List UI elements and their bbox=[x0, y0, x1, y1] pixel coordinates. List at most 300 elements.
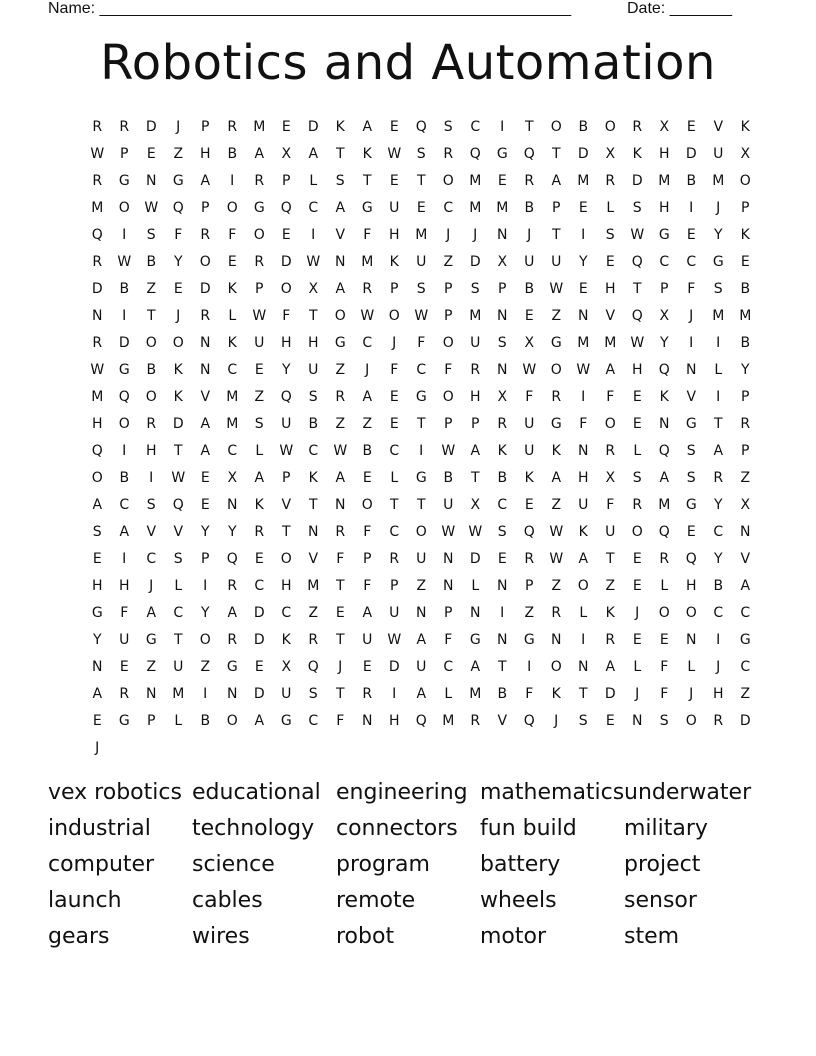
grid-letter: F bbox=[390, 361, 399, 378]
grid-letter: C bbox=[416, 361, 427, 378]
grid-letter: W bbox=[441, 523, 456, 540]
grid-letter: J bbox=[365, 361, 370, 378]
grid-letter: U bbox=[416, 253, 427, 270]
grid-letter: R bbox=[254, 172, 265, 189]
grid-letter: F bbox=[606, 388, 615, 405]
grid-letter: E bbox=[632, 631, 643, 648]
grid-letter: M bbox=[658, 172, 671, 189]
grid-letter: A bbox=[659, 469, 670, 486]
grid-letter: A bbox=[119, 523, 130, 540]
grid-letter: P bbox=[282, 469, 291, 486]
word-bank-item: remote bbox=[336, 888, 416, 913]
grid-letter: M bbox=[91, 199, 104, 216]
grid-letter: M bbox=[604, 334, 617, 351]
grid-letter: Q bbox=[415, 712, 428, 729]
grid-letter: O bbox=[442, 334, 455, 351]
grid-letter: M bbox=[739, 307, 752, 324]
grid-letter: P bbox=[363, 550, 372, 567]
grid-letter: I bbox=[149, 469, 154, 486]
grid-letter: M bbox=[415, 226, 428, 243]
grid-letter: W bbox=[468, 523, 483, 540]
word-bank-item: sensor bbox=[624, 888, 697, 913]
grid-letter: L bbox=[633, 658, 642, 675]
grid-letter: N bbox=[497, 307, 508, 324]
grid-letter: F bbox=[228, 226, 237, 243]
grid-letter: O bbox=[658, 604, 671, 621]
grid-letter: B bbox=[740, 334, 751, 351]
grid-letter: C bbox=[713, 604, 724, 621]
grid-letter: P bbox=[120, 145, 129, 162]
grid-letter: E bbox=[416, 199, 427, 216]
word-bank-item: wires bbox=[192, 924, 250, 949]
grid-letter: L bbox=[606, 199, 615, 216]
page-title: Robotics and Automation bbox=[100, 35, 716, 91]
grid-letter: R bbox=[335, 523, 346, 540]
grid-letter: P bbox=[390, 577, 399, 594]
grid-letter: A bbox=[254, 145, 265, 162]
grid-letter: M bbox=[442, 712, 455, 729]
grid-letter: P bbox=[660, 280, 669, 297]
grid-letter: X bbox=[281, 658, 292, 675]
grid-letter: J bbox=[635, 604, 640, 621]
grid-letter: I bbox=[419, 442, 424, 459]
grid-letter: Q bbox=[523, 523, 536, 540]
grid-letter: N bbox=[335, 496, 346, 513]
grid-letter: Z bbox=[254, 388, 265, 405]
grid-letter: A bbox=[551, 172, 562, 189]
grid-letter: S bbox=[254, 415, 265, 432]
grid-letter: J bbox=[716, 199, 721, 216]
grid-letter: B bbox=[146, 253, 157, 270]
grid-letter: C bbox=[389, 442, 400, 459]
grid-letter: T bbox=[281, 523, 292, 540]
grid-letter: R bbox=[335, 388, 346, 405]
grid-letter: Q bbox=[415, 118, 428, 135]
grid-letter: K bbox=[173, 388, 184, 405]
grid-letter: R bbox=[551, 388, 562, 405]
grid-letter: M bbox=[577, 172, 590, 189]
grid-letter: T bbox=[362, 172, 373, 189]
grid-letter: O bbox=[685, 712, 698, 729]
grid-letter: H bbox=[658, 199, 671, 216]
grid-letter: N bbox=[470, 604, 481, 621]
grid-letter: H bbox=[91, 415, 104, 432]
grid-letter: K bbox=[632, 145, 643, 162]
grid-letter: R bbox=[524, 172, 535, 189]
word-bank-item: vex robotics bbox=[48, 780, 182, 805]
grid-letter: T bbox=[578, 685, 589, 702]
grid-letter: K bbox=[740, 118, 751, 135]
grid-letter: X bbox=[740, 145, 751, 162]
grid-letter: W bbox=[387, 145, 402, 162]
grid-letter: W bbox=[549, 550, 564, 567]
grid-letter: A bbox=[227, 604, 238, 621]
grid-letter: S bbox=[335, 172, 346, 189]
grid-letter: E bbox=[632, 577, 643, 594]
grid-letter: B bbox=[308, 415, 319, 432]
grid-letter: F bbox=[660, 685, 669, 702]
grid-letter: E bbox=[605, 253, 616, 270]
grid-letter: T bbox=[173, 631, 184, 648]
grid-letter: Z bbox=[551, 496, 562, 513]
grid-letter: G bbox=[118, 172, 131, 189]
grid-letter: A bbox=[146, 604, 157, 621]
grid-letter: E bbox=[686, 226, 697, 243]
grid-letter: I bbox=[689, 199, 694, 216]
grid-letter: G bbox=[118, 361, 131, 378]
grid-letter: A bbox=[308, 145, 319, 162]
grid-letter: S bbox=[605, 226, 616, 243]
grid-letter: U bbox=[389, 199, 400, 216]
grid-letter: S bbox=[92, 523, 103, 540]
grid-letter: A bbox=[335, 280, 346, 297]
grid-letter: J bbox=[95, 739, 100, 756]
grid-letter: T bbox=[551, 226, 562, 243]
grid-letter: G bbox=[145, 631, 158, 648]
grid-letter: Z bbox=[524, 604, 535, 621]
grid-letter: Z bbox=[443, 253, 454, 270]
grid-letter: N bbox=[497, 631, 508, 648]
grid-letter: Y bbox=[659, 334, 670, 351]
word-bank bbox=[48, 780, 768, 960]
grid-letter: E bbox=[632, 550, 643, 567]
grid-letter: A bbox=[416, 631, 427, 648]
grid-letter: T bbox=[524, 118, 535, 135]
word-bank-item: gears bbox=[48, 924, 110, 949]
grid-letter: R bbox=[524, 550, 535, 567]
grid-letter: L bbox=[660, 577, 669, 594]
grid-letter: T bbox=[551, 145, 562, 162]
grid-letter: F bbox=[687, 280, 696, 297]
grid-letter: B bbox=[524, 280, 535, 297]
grid-letter: P bbox=[282, 172, 291, 189]
grid-letter: F bbox=[525, 685, 534, 702]
word-search-grid bbox=[84, 113, 759, 761]
grid-letter: S bbox=[632, 199, 643, 216]
grid-letter: A bbox=[200, 442, 211, 459]
grid-letter: C bbox=[443, 199, 454, 216]
grid-letter: M bbox=[91, 388, 104, 405]
grid-letter: Y bbox=[740, 361, 751, 378]
grid-letter: W bbox=[630, 334, 645, 351]
grid-letter: R bbox=[254, 523, 265, 540]
grid-letter: N bbox=[578, 442, 589, 459]
grid-letter: H bbox=[631, 361, 644, 378]
grid-letter: Z bbox=[200, 658, 211, 675]
grid-letter: N bbox=[227, 496, 238, 513]
grid-letter: J bbox=[473, 226, 478, 243]
grid-letter: H bbox=[91, 577, 104, 594]
grid-letter: J bbox=[716, 658, 721, 675]
grid-letter: N bbox=[686, 631, 697, 648]
word-bank-item: science bbox=[192, 852, 275, 877]
grid-letter: F bbox=[282, 307, 291, 324]
word-bank-item: military bbox=[624, 816, 708, 841]
grid-letter: O bbox=[118, 199, 131, 216]
grid-letter: H bbox=[577, 469, 590, 486]
grid-letter: K bbox=[362, 145, 373, 162]
grid-letter: I bbox=[716, 631, 721, 648]
grid-letter: P bbox=[525, 577, 534, 594]
grid-letter: O bbox=[415, 523, 428, 540]
grid-letter: Y bbox=[92, 631, 103, 648]
grid-letter: E bbox=[389, 415, 400, 432]
grid-letter: G bbox=[415, 388, 428, 405]
grid-letter: E bbox=[92, 712, 103, 729]
grid-letter: L bbox=[255, 442, 264, 459]
grid-letter: E bbox=[254, 361, 265, 378]
word-bank-item: educational bbox=[192, 780, 321, 805]
grid-letter: O bbox=[550, 118, 563, 135]
grid-letter: E bbox=[200, 496, 211, 513]
word-bank-item: fun build bbox=[480, 816, 577, 841]
grid-letter: W bbox=[387, 631, 402, 648]
grid-letter: V bbox=[308, 550, 319, 567]
grid-letter: F bbox=[120, 604, 129, 621]
grid-letter: R bbox=[632, 496, 643, 513]
grid-letter: C bbox=[227, 361, 238, 378]
grid-letter: Z bbox=[335, 361, 346, 378]
grid-letter: C bbox=[308, 712, 319, 729]
grid-letter: F bbox=[579, 415, 588, 432]
grid-letter: H bbox=[307, 334, 320, 351]
grid-letter: M bbox=[469, 199, 482, 216]
grid-letter: T bbox=[632, 280, 643, 297]
grid-letter: X bbox=[605, 145, 616, 162]
grid-letter: W bbox=[549, 523, 564, 540]
grid-letter: B bbox=[524, 199, 535, 216]
grid-letter: N bbox=[686, 361, 697, 378]
grid-letter: T bbox=[497, 658, 508, 675]
grid-letter: Q bbox=[91, 226, 104, 243]
grid-letter: V bbox=[497, 712, 508, 729]
grid-letter: W bbox=[144, 199, 159, 216]
grid-letter: X bbox=[497, 253, 508, 270]
grid-letter: O bbox=[226, 712, 239, 729]
grid-letter: G bbox=[91, 604, 104, 621]
grid-letter: Y bbox=[713, 550, 724, 567]
grid-letter: S bbox=[146, 496, 157, 513]
grid-letter: I bbox=[689, 334, 694, 351]
grid-letter: A bbox=[740, 577, 751, 594]
grid-letter: O bbox=[739, 172, 752, 189]
grid-letter: U bbox=[362, 631, 373, 648]
grid-letter: N bbox=[659, 415, 670, 432]
grid-letter: N bbox=[146, 685, 157, 702]
grid-letter: B bbox=[362, 442, 373, 459]
grid-letter: D bbox=[307, 118, 320, 135]
grid-letter: N bbox=[497, 226, 508, 243]
grid-letter: P bbox=[444, 307, 453, 324]
grid-letter: E bbox=[524, 307, 535, 324]
grid-letter: R bbox=[362, 685, 373, 702]
grid-letter: D bbox=[199, 280, 212, 297]
grid-letter: V bbox=[173, 523, 184, 540]
grid-letter: X bbox=[470, 496, 481, 513]
grid-letter: E bbox=[578, 199, 589, 216]
grid-letter: S bbox=[416, 145, 427, 162]
grid-letter: O bbox=[442, 172, 455, 189]
grid-letter: R bbox=[227, 118, 238, 135]
grid-letter: B bbox=[119, 280, 130, 297]
grid-letter: E bbox=[578, 280, 589, 297]
grid-letter: M bbox=[361, 253, 374, 270]
grid-letter: R bbox=[92, 118, 103, 135]
grid-letter: L bbox=[633, 442, 642, 459]
grid-letter: O bbox=[550, 658, 563, 675]
grid-letter: C bbox=[119, 496, 130, 513]
grid-letter: H bbox=[388, 226, 401, 243]
grid-letter: Y bbox=[173, 253, 184, 270]
grid-letter: U bbox=[119, 631, 130, 648]
grid-letter: E bbox=[524, 496, 535, 513]
grid-letter: Q bbox=[172, 199, 185, 216]
grid-letter: E bbox=[389, 118, 400, 135]
grid-letter: U bbox=[308, 361, 319, 378]
grid-letter: P bbox=[201, 550, 210, 567]
grid-letter: E bbox=[686, 118, 697, 135]
grid-letter: R bbox=[254, 253, 265, 270]
grid-letter: R bbox=[92, 172, 103, 189]
grid-letter: O bbox=[199, 253, 212, 270]
grid-letter: Q bbox=[91, 442, 104, 459]
grid-letter: Z bbox=[416, 577, 427, 594]
grid-letter: N bbox=[335, 253, 346, 270]
grid-letter: H bbox=[388, 712, 401, 729]
grid-letter: I bbox=[716, 388, 721, 405]
grid-letter: W bbox=[90, 361, 105, 378]
grid-letter: Y bbox=[200, 523, 211, 540]
grid-letter: W bbox=[279, 442, 294, 459]
grid-letter: W bbox=[171, 469, 186, 486]
grid-letter: S bbox=[497, 523, 508, 540]
grid-letter: Z bbox=[605, 577, 616, 594]
grid-letter: P bbox=[255, 280, 264, 297]
grid-letter: G bbox=[712, 253, 725, 270]
grid-letter: J bbox=[338, 658, 343, 675]
grid-letter: U bbox=[605, 523, 616, 540]
grid-letter: Q bbox=[658, 361, 671, 378]
grid-letter: U bbox=[524, 442, 535, 459]
grid-letter: T bbox=[308, 307, 319, 324]
grid-letter: R bbox=[200, 307, 211, 324]
grid-letter: J bbox=[554, 712, 559, 729]
word-bank-item: cables bbox=[192, 888, 263, 913]
grid-letter: R bbox=[605, 442, 616, 459]
grid-letter: Q bbox=[658, 523, 671, 540]
grid-letter: A bbox=[578, 550, 589, 567]
grid-letter: T bbox=[335, 145, 346, 162]
word-bank-item: motor bbox=[480, 924, 547, 949]
grid-letter: L bbox=[687, 658, 696, 675]
grid-letter: X bbox=[227, 469, 238, 486]
grid-letter: E bbox=[362, 658, 373, 675]
grid-letter: C bbox=[470, 118, 481, 135]
grid-letter: N bbox=[362, 712, 373, 729]
grid-letter: C bbox=[173, 604, 184, 621]
grid-letter: Y bbox=[227, 523, 238, 540]
grid-letter: E bbox=[632, 388, 643, 405]
grid-letter: C bbox=[740, 604, 751, 621]
grid-letter: E bbox=[200, 469, 211, 486]
grid-letter: N bbox=[632, 712, 643, 729]
grid-letter: N bbox=[92, 307, 103, 324]
grid-letter: S bbox=[146, 226, 157, 243]
grid-letter: N bbox=[200, 334, 211, 351]
grid-letter: A bbox=[362, 388, 373, 405]
grid-letter: F bbox=[660, 658, 669, 675]
grid-letter: L bbox=[579, 604, 588, 621]
grid-letter: M bbox=[712, 307, 725, 324]
grid-letter: J bbox=[176, 118, 181, 135]
grid-letter: B bbox=[227, 145, 238, 162]
grid-letter: C bbox=[686, 253, 697, 270]
grid-letter: P bbox=[444, 415, 453, 432]
grid-letter: N bbox=[578, 307, 589, 324]
grid-letter: B bbox=[740, 280, 751, 297]
grid-letter: W bbox=[549, 280, 564, 297]
grid-letter: K bbox=[389, 253, 400, 270]
grid-letter: I bbox=[230, 172, 235, 189]
grid-letter: G bbox=[739, 631, 752, 648]
grid-letter: T bbox=[389, 496, 400, 513]
grid-letter: P bbox=[498, 280, 507, 297]
grid-letter: A bbox=[254, 469, 265, 486]
grid-letter: R bbox=[362, 280, 373, 297]
grid-letter: G bbox=[496, 145, 509, 162]
grid-letter: R bbox=[470, 361, 481, 378]
grid-letter: C bbox=[362, 334, 373, 351]
grid-letter: K bbox=[578, 523, 589, 540]
grid-letter: K bbox=[551, 685, 562, 702]
grid-letter: U bbox=[173, 658, 184, 675]
grid-letter: T bbox=[605, 550, 616, 567]
grid-letter: P bbox=[444, 604, 453, 621]
grid-letter: V bbox=[200, 388, 211, 405]
grid-letter: L bbox=[714, 361, 723, 378]
grid-letter: I bbox=[500, 604, 505, 621]
grid-letter: N bbox=[200, 361, 211, 378]
grid-letter: D bbox=[172, 415, 185, 432]
grid-letter: G bbox=[550, 415, 563, 432]
grid-letter: R bbox=[470, 712, 481, 729]
grid-letter: A bbox=[605, 658, 616, 675]
grid-letter: O bbox=[280, 550, 293, 567]
grid-letter: X bbox=[740, 496, 751, 513]
grid-letter: O bbox=[145, 388, 158, 405]
grid-letter: G bbox=[253, 199, 266, 216]
grid-letter: Y bbox=[713, 226, 724, 243]
grid-letter: P bbox=[741, 442, 750, 459]
grid-letter: S bbox=[173, 550, 184, 567]
grid-letter: G bbox=[361, 199, 374, 216]
grid-letter: M bbox=[496, 199, 509, 216]
grid-letter: S bbox=[686, 442, 697, 459]
grid-letter: U bbox=[713, 145, 724, 162]
grid-letter: O bbox=[577, 577, 590, 594]
grid-letter: E bbox=[254, 550, 265, 567]
grid-letter: C bbox=[740, 658, 751, 675]
grid-letter: Q bbox=[118, 388, 131, 405]
grid-letter: F bbox=[606, 496, 615, 513]
grid-letter: H bbox=[604, 280, 617, 297]
grid-letter: S bbox=[632, 469, 643, 486]
grid-letter: O bbox=[550, 361, 563, 378]
grid-letter: W bbox=[576, 361, 591, 378]
grid-letter: L bbox=[309, 172, 318, 189]
grid-letter: I bbox=[581, 631, 586, 648]
grid-letter: E bbox=[389, 172, 400, 189]
